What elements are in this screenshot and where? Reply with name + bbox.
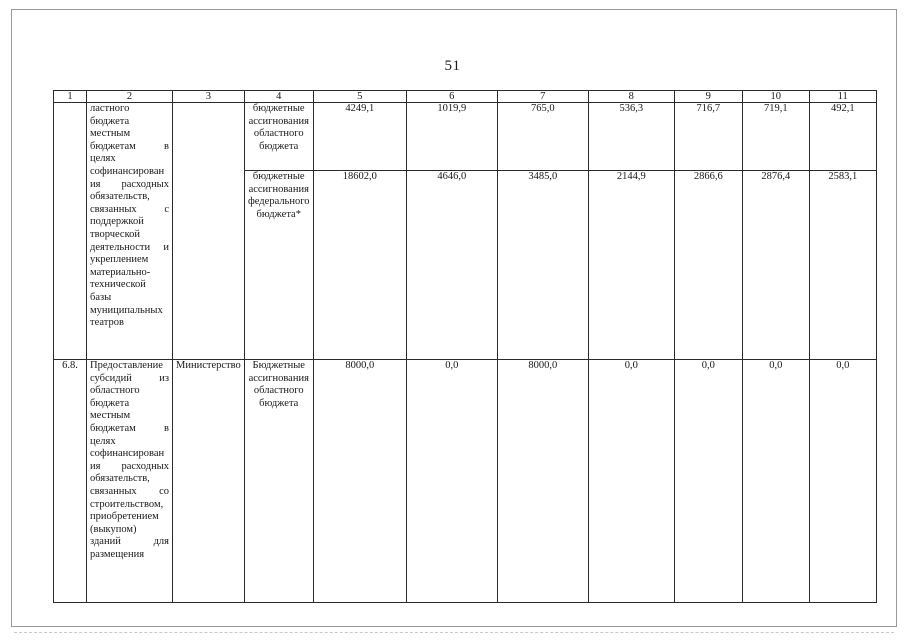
table-row (54, 103, 877, 171)
header-cell: 6 (406, 91, 497, 103)
row-number-cell: 6.8. (54, 360, 87, 603)
value-cell: 0,0 (742, 360, 809, 603)
row-description-text: ластного бюджета местным бюджетам в целях софинансирования расходных обязательств, связанных с поддержкой творческой деятельности и укреплением материально-технической базы муниципальных театров (90, 103, 169, 329)
value-cell: 0,0 (588, 360, 674, 603)
value-cell: 0,0 (406, 360, 497, 603)
row-description-cell (87, 103, 173, 360)
value-cell: 536,3 (588, 103, 674, 171)
header-cell: 2 (87, 91, 173, 103)
header-cell: 1 (54, 91, 87, 103)
value-cell: 4249,1 (313, 103, 406, 171)
value-cell: 18602,0 (313, 171, 406, 360)
table-header-row (54, 91, 877, 103)
value-cell: 8000,0 (497, 360, 588, 603)
value-cell: 0,0 (809, 360, 876, 603)
value-cell: 1019,9 (406, 103, 497, 171)
row-description-cell (87, 360, 173, 603)
value-cell: 716,7 (674, 103, 742, 171)
funding-source-cell: бюджетные ассигнования областного бюджета (244, 103, 313, 171)
value-cell: 0,0 (674, 360, 742, 603)
page-number: 51 (444, 58, 461, 74)
value-cell: 765,0 (497, 103, 588, 171)
value-cell: 2583,1 (809, 171, 876, 360)
budget-table (53, 90, 877, 603)
value-cell: 2144,9 (588, 171, 674, 360)
header-cell: 8 (588, 91, 674, 103)
value-cell: 8000,0 (313, 360, 406, 603)
value-cell: 492,1 (809, 103, 876, 171)
header-cell: 7 (497, 91, 588, 103)
row-executor-cell (173, 103, 245, 360)
table-row (54, 360, 877, 603)
value-cell: 3485,0 (497, 171, 588, 360)
header-cell: 9 (674, 91, 742, 103)
header-cell: 4 (244, 91, 313, 103)
header-cell: 10 (742, 91, 809, 103)
funding-source-cell: Бюджетные ассигнования областного бюджета (244, 360, 313, 603)
header-cell: 5 (313, 91, 406, 103)
row-executor-cell: Министерство (173, 360, 245, 603)
value-cell: 719,1 (742, 103, 809, 171)
value-cell: 2876,4 (742, 171, 809, 360)
funding-source-cell: бюджетные ассигнования федерального бюджета* (244, 171, 313, 360)
row-description-text: Предоставление субсидий из областного бюджета местным бюджетам в целях софинансирования расходных обязательств, связанных со строительством, приобретением (выкупом) зданий для размещения (90, 360, 169, 560)
value-cell: 4646,0 (406, 171, 497, 360)
header-cell: 3 (173, 91, 245, 103)
scan-edge-line (14, 632, 894, 633)
value-cell: 2866,6 (674, 171, 742, 360)
header-cell: 11 (809, 91, 876, 103)
row-number-cell (54, 103, 87, 360)
